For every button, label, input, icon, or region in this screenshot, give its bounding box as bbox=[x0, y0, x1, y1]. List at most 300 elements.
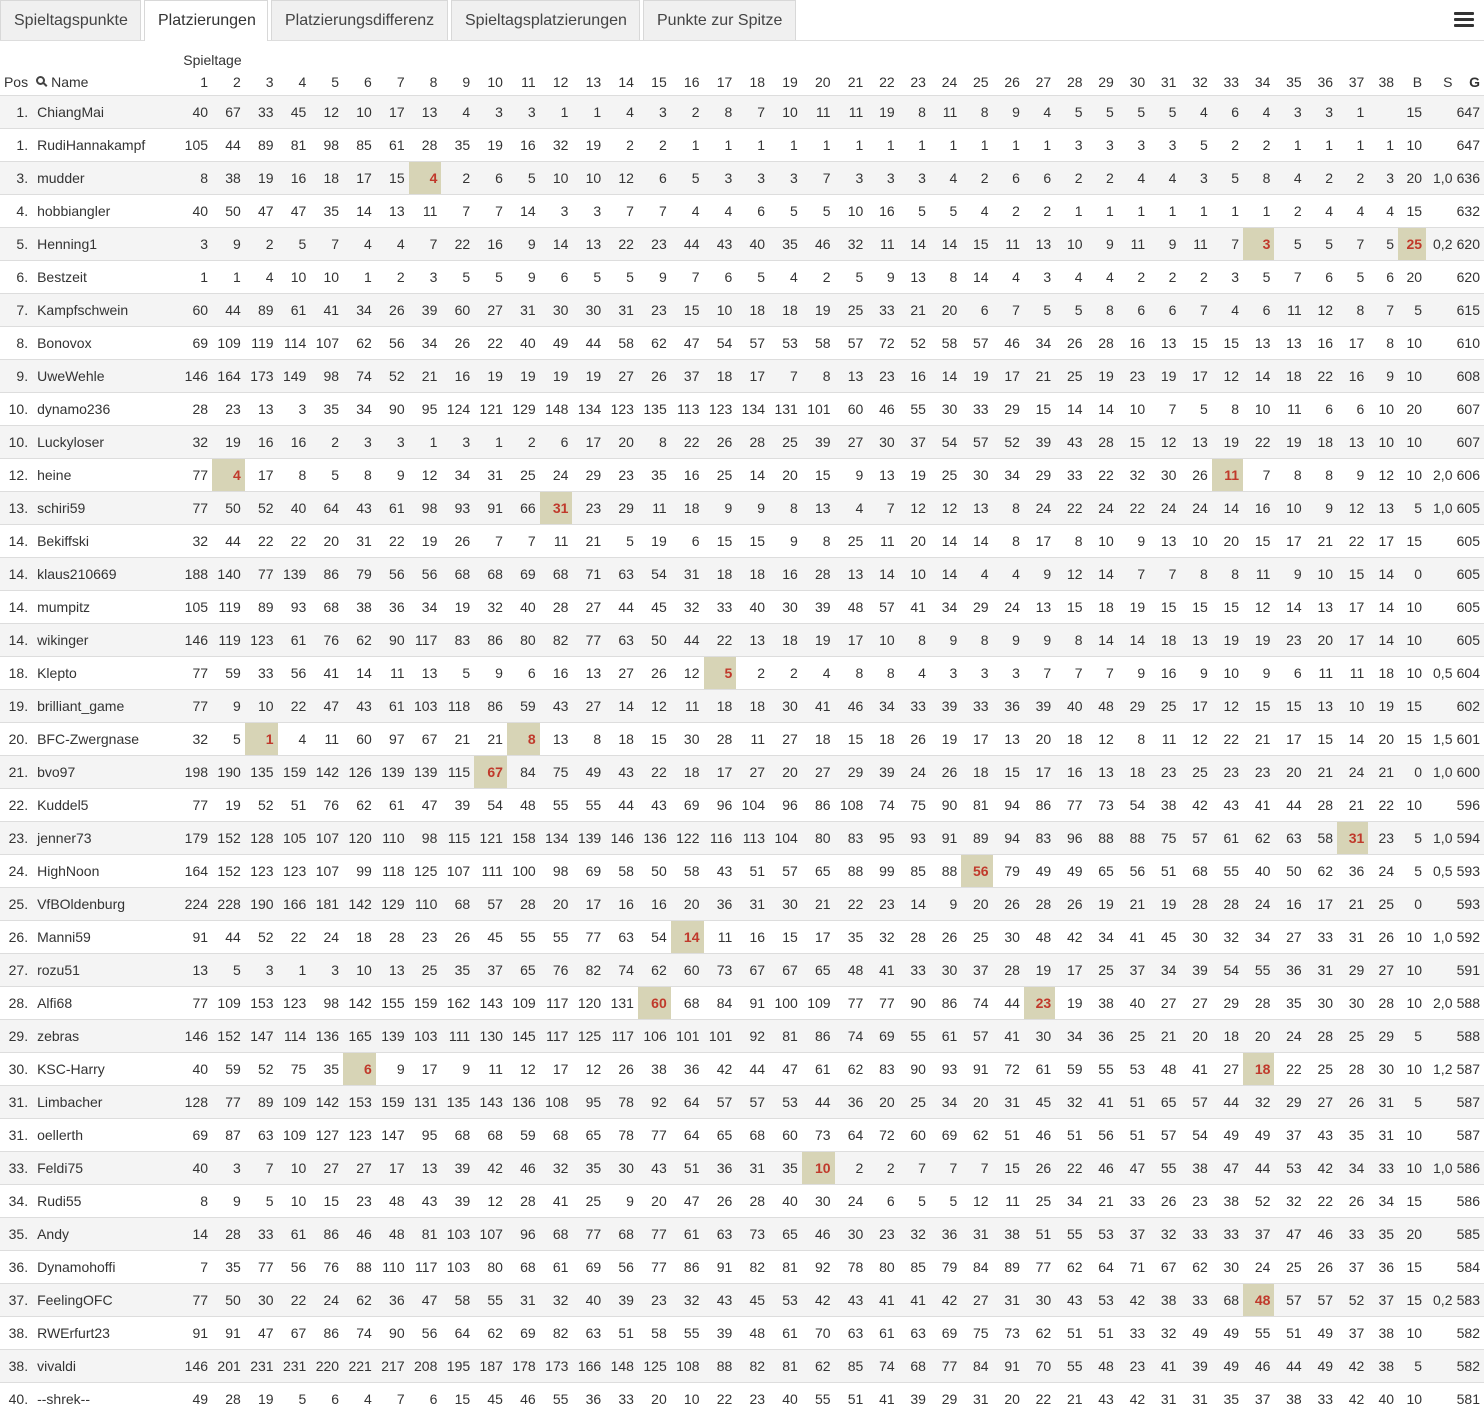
day-rank-cell: 5 bbox=[736, 261, 769, 294]
day-rank-cell: 20 bbox=[867, 1086, 898, 1119]
day-header[interactable]: 25 bbox=[973, 73, 989, 90]
day-rank-cell: 65 bbox=[802, 855, 835, 888]
day-rank-cell: 67 bbox=[1149, 1251, 1180, 1284]
day-rank-cell: 84 bbox=[961, 1350, 992, 1383]
day-rank-cell: 5 bbox=[704, 657, 737, 690]
day-rank-cell: 11 bbox=[802, 96, 835, 129]
day-rank-cell: 9 bbox=[736, 492, 769, 525]
table-row[interactable] bbox=[0, 525, 1484, 558]
day-rank-cell: 56 bbox=[1087, 1119, 1118, 1152]
table-row[interactable] bbox=[0, 228, 1484, 261]
day-header[interactable]: 10 bbox=[487, 73, 503, 90]
day-rank-cell: 40 bbox=[1368, 1383, 1398, 1416]
day-header[interactable]: 21 bbox=[847, 73, 864, 90]
day-rank-cell: 8 bbox=[993, 492, 1024, 525]
day-rank-cell: 18 bbox=[961, 756, 992, 789]
day-rank-cell: 220 bbox=[310, 1350, 343, 1383]
day-rank-cell: 9 bbox=[1024, 558, 1055, 591]
day-rank-cell: 5 bbox=[1180, 129, 1211, 162]
day-rank-cell: 159 bbox=[409, 987, 442, 1020]
day-rank-cell: 13 bbox=[1306, 690, 1337, 723]
day-rank-cell: 77 bbox=[179, 459, 212, 492]
day-rank-cell: 77 bbox=[638, 1251, 671, 1284]
day-rank-cell: 14 bbox=[605, 690, 638, 723]
day-rank-cell: 22 bbox=[1055, 492, 1086, 525]
day-header[interactable]: 28 bbox=[1066, 73, 1083, 90]
b-header[interactable]: B bbox=[1412, 73, 1423, 90]
day-header[interactable]: 23 bbox=[910, 73, 926, 90]
table-row[interactable] bbox=[0, 1086, 1484, 1119]
tab-spieltagspunkte[interactable]: Spieltagspunkte bbox=[0, 0, 141, 40]
day-rank-cell: 80 bbox=[507, 624, 540, 657]
day-rank-cell: 41 bbox=[1243, 789, 1274, 822]
table-row[interactable] bbox=[0, 888, 1484, 921]
tab-platzierungsdifferenz[interactable]: Platzierungsdifferenz bbox=[271, 0, 448, 40]
table-row[interactable] bbox=[0, 954, 1484, 987]
day-rank-cell: 8 bbox=[704, 96, 737, 129]
table-row[interactable] bbox=[0, 129, 1484, 162]
day-rank-cell: 36 bbox=[1274, 954, 1305, 987]
day-rank-cell: 39 bbox=[802, 591, 835, 624]
g-header[interactable]: G bbox=[1469, 73, 1480, 90]
day-rank-cell: 9 bbox=[704, 492, 737, 525]
day-rank-cell: 65 bbox=[1087, 855, 1118, 888]
day-rank-cell: 13 bbox=[1087, 756, 1118, 789]
day-rank-cell: 20 bbox=[638, 1185, 671, 1218]
day-rank-cell: 34 bbox=[930, 591, 961, 624]
day-rank-cell: 1 bbox=[1212, 195, 1243, 228]
table-row[interactable] bbox=[0, 1185, 1484, 1218]
day-rank-cell: 52 bbox=[245, 789, 278, 822]
tab-punkte-zur-spitze[interactable]: Punkte zur Spitze bbox=[643, 0, 796, 40]
day-rank-cell: 38 bbox=[1180, 1152, 1211, 1185]
table-row[interactable] bbox=[0, 1383, 1484, 1416]
day-rank-cell: 10 bbox=[867, 624, 898, 657]
day-rank-cell: 27 bbox=[835, 426, 868, 459]
day-rank-cell: 16 bbox=[507, 129, 540, 162]
day-rank-cell: 4 bbox=[212, 459, 245, 492]
day-rank-cell: 4 bbox=[1368, 195, 1398, 228]
day-rank-cell: 58 bbox=[638, 1317, 671, 1350]
day-rank-cell: 46 bbox=[867, 393, 898, 426]
day-rank-cell: 28 bbox=[1306, 789, 1337, 822]
day-rank-cell: 22 bbox=[1306, 1185, 1337, 1218]
table-row[interactable] bbox=[0, 1218, 1484, 1251]
pos-header[interactable]: Pos bbox=[3, 73, 29, 90]
day-rank-cell: 5 bbox=[802, 195, 835, 228]
table-row[interactable] bbox=[0, 294, 1484, 327]
day-rank-cell: 23 bbox=[1212, 756, 1243, 789]
day-rank-cell: 68 bbox=[540, 558, 573, 591]
day-header[interactable]: 13 bbox=[585, 73, 602, 90]
table-row[interactable] bbox=[0, 96, 1484, 129]
day-rank-cell: 30 bbox=[993, 921, 1024, 954]
day-rank-cell: 83 bbox=[835, 822, 868, 855]
table-row[interactable] bbox=[0, 162, 1484, 195]
day-rank-cell: 11 bbox=[540, 525, 573, 558]
s-cell: 1,0 bbox=[1426, 492, 1456, 525]
day-rank-cell: 63 bbox=[572, 1317, 605, 1350]
s-cell bbox=[1426, 129, 1456, 162]
day-header[interactable]: 1 bbox=[200, 73, 209, 90]
day-header[interactable]: 8 bbox=[429, 73, 438, 90]
day-rank-cell: 41 bbox=[540, 1185, 573, 1218]
day-rank-cell: 46 bbox=[343, 1218, 376, 1251]
s-cell bbox=[1426, 624, 1456, 657]
day-rank-cell: 77 bbox=[179, 987, 212, 1020]
day-rank-cell: 74 bbox=[961, 987, 992, 1020]
table-row[interactable] bbox=[0, 1053, 1484, 1086]
table-row[interactable] bbox=[0, 921, 1484, 954]
s-cell bbox=[1426, 1020, 1456, 1053]
day-rank-cell: 19 bbox=[540, 360, 573, 393]
day-rank-cell: 22 bbox=[1306, 360, 1337, 393]
day-rank-cell: 72 bbox=[867, 327, 898, 360]
day-rank-cell: 2 bbox=[605, 129, 638, 162]
table-row[interactable] bbox=[0, 1020, 1484, 1053]
day-rank-cell: 43 bbox=[343, 690, 376, 723]
day-rank-cell: 18 bbox=[704, 690, 737, 723]
day-rank-cell: 107 bbox=[310, 855, 343, 888]
table-row[interactable] bbox=[0, 360, 1484, 393]
s-header[interactable]: S bbox=[1443, 73, 1453, 90]
day-rank-cell: 77 bbox=[930, 1350, 961, 1383]
day-rank-cell: 14 bbox=[1368, 591, 1398, 624]
player-name: wikinger bbox=[32, 624, 179, 657]
day-rank-cell: 32 bbox=[1243, 1086, 1274, 1119]
day-header[interactable]: 11 bbox=[521, 73, 536, 90]
day-rank-cell: 46 bbox=[1243, 1350, 1274, 1383]
day-rank-cell: 18 bbox=[736, 294, 769, 327]
day-header[interactable]: 16 bbox=[683, 73, 700, 90]
day-rank-cell: 10 bbox=[1306, 558, 1337, 591]
table-row[interactable] bbox=[0, 690, 1484, 723]
table-row[interactable] bbox=[0, 558, 1484, 591]
total-cell: 587 bbox=[1456, 1119, 1484, 1152]
day-rank-cell: 39 bbox=[409, 294, 442, 327]
s-cell bbox=[1426, 1317, 1456, 1350]
table-row[interactable] bbox=[0, 459, 1484, 492]
day-rank-cell: 31 bbox=[343, 525, 376, 558]
day-rank-cell: 3 bbox=[899, 162, 930, 195]
day-rank-cell: 125 bbox=[638, 1350, 671, 1383]
day-rank-cell: 5 bbox=[1024, 294, 1055, 327]
day-rank-cell: 19 bbox=[1212, 426, 1243, 459]
day-rank-cell: 5 bbox=[1087, 96, 1118, 129]
day-rank-cell: 17 bbox=[409, 1053, 442, 1086]
table-row[interactable] bbox=[0, 723, 1484, 756]
total-cell: 586 bbox=[1456, 1185, 1484, 1218]
day-rank-cell: 19 bbox=[441, 591, 474, 624]
day-header[interactable]: 4 bbox=[298, 73, 307, 90]
day-rank-cell: 85 bbox=[899, 1251, 930, 1284]
day-rank-cell: 9 bbox=[441, 1053, 474, 1086]
day-rank-cell: 83 bbox=[441, 624, 474, 657]
day-rank-cell: 18 bbox=[671, 492, 704, 525]
table-row[interactable] bbox=[0, 1350, 1484, 1383]
day-rank-cell: 44 bbox=[1212, 1086, 1243, 1119]
table-row[interactable] bbox=[0, 987, 1484, 1020]
table-row[interactable] bbox=[0, 855, 1484, 888]
day-rank-cell: 46 bbox=[835, 690, 868, 723]
day-header[interactable]: 6 bbox=[364, 73, 372, 90]
day-rank-cell: 17 bbox=[1274, 525, 1305, 558]
day-rank-cell: 11 bbox=[310, 723, 343, 756]
day-rank-cell: 36 bbox=[930, 1218, 961, 1251]
day-rank-cell: 5 bbox=[441, 261, 474, 294]
day-rank-cell: 39 bbox=[704, 1317, 737, 1350]
day-rank-cell: 19 bbox=[1149, 888, 1180, 921]
tab-platzierungen[interactable]: Platzierungen bbox=[144, 0, 268, 41]
day-rank-cell: 3 bbox=[310, 954, 343, 987]
player-name: Andy bbox=[32, 1218, 179, 1251]
day-rank-cell: 22 bbox=[474, 327, 507, 360]
day-rank-cell: 26 bbox=[1149, 1185, 1180, 1218]
day-rank-cell: 8 bbox=[835, 657, 868, 690]
day-rank-cell: 31 bbox=[1149, 1383, 1180, 1416]
day-rank-cell: 63 bbox=[605, 558, 638, 591]
day-rank-cell: 9 bbox=[376, 459, 409, 492]
day-header[interactable]: 31 bbox=[1160, 73, 1177, 90]
day-rank-cell: 24 bbox=[1087, 492, 1118, 525]
day-rank-cell: 35 bbox=[1274, 987, 1305, 1020]
day-rank-cell: 25 bbox=[1368, 888, 1398, 921]
day-header[interactable]: 15 bbox=[651, 73, 667, 90]
day-rank-cell: 22 bbox=[1212, 723, 1243, 756]
day-rank-cell: 98 bbox=[409, 492, 442, 525]
day-rank-cell: 2 bbox=[802, 261, 835, 294]
search-icon[interactable] bbox=[36, 76, 45, 85]
day-rank-cell: 30 bbox=[1212, 1251, 1243, 1284]
day-rank-cell: 29 bbox=[1024, 459, 1055, 492]
day-rank-cell: 39 bbox=[441, 789, 474, 822]
day-rank-cell: 9 bbox=[1274, 558, 1305, 591]
bonus-cell: 20 bbox=[1398, 393, 1426, 426]
name-header[interactable]: Name bbox=[32, 68, 179, 96]
day-rank-cell: 39 bbox=[441, 1152, 474, 1185]
day-rank-cell: 89 bbox=[245, 294, 278, 327]
day-header[interactable]: 12 bbox=[552, 73, 569, 90]
day-rank-cell: 7 bbox=[1024, 657, 1055, 690]
day-header[interactable]: 19 bbox=[782, 73, 798, 90]
bonus-cell: 25 bbox=[1398, 228, 1426, 261]
day-rank-cell: 16 bbox=[769, 558, 802, 591]
day-rank-cell: 11 bbox=[376, 657, 409, 690]
day-rank-cell: 56 bbox=[961, 855, 992, 888]
s-cell bbox=[1426, 294, 1456, 327]
day-rank-cell: 14 bbox=[179, 1218, 212, 1251]
table-row[interactable] bbox=[0, 195, 1484, 228]
table-row[interactable] bbox=[0, 492, 1484, 525]
day-rank-cell: 41 bbox=[867, 1284, 898, 1317]
day-rank-cell: 73 bbox=[1087, 789, 1118, 822]
day-rank-cell: 32 bbox=[1149, 1218, 1180, 1251]
s-cell bbox=[1426, 1350, 1456, 1383]
day-rank-cell: 36 bbox=[704, 888, 737, 921]
table-row[interactable] bbox=[0, 756, 1484, 789]
day-rank-cell: 47 bbox=[1118, 1152, 1149, 1185]
day-rank-cell: 79 bbox=[930, 1251, 961, 1284]
day-header[interactable]: 29 bbox=[1098, 73, 1114, 90]
total-cell: 594 bbox=[1456, 822, 1484, 855]
day-rank-cell: 16 bbox=[540, 657, 573, 690]
day-rank-cell: 26 bbox=[993, 888, 1024, 921]
tab-spieltagsplatzierungen[interactable]: Spieltagsplatzierungen bbox=[451, 0, 640, 40]
day-rank-cell: 67 bbox=[278, 1317, 311, 1350]
day-rank-cell: 6 bbox=[507, 657, 540, 690]
day-header[interactable]: 9 bbox=[462, 73, 471, 90]
day-rank-cell: 17 bbox=[1368, 525, 1398, 558]
position-cell: 10. bbox=[0, 393, 32, 426]
day-header[interactable]: 22 bbox=[879, 73, 895, 90]
table-row[interactable] bbox=[0, 327, 1484, 360]
day-header[interactable]: 32 bbox=[1192, 73, 1208, 90]
bonus-cell: 5 bbox=[1398, 1020, 1426, 1053]
table-row[interactable] bbox=[0, 393, 1484, 426]
day-rank-cell: 19 bbox=[802, 624, 835, 657]
day-header[interactable]: 2 bbox=[232, 73, 241, 90]
day-rank-cell: 24 bbox=[1180, 492, 1211, 525]
day-rank-cell: 16 bbox=[638, 888, 671, 921]
day-header[interactable]: 36 bbox=[1317, 73, 1334, 90]
table-row[interactable] bbox=[0, 624, 1484, 657]
day-rank-cell: 1 bbox=[930, 129, 961, 162]
day-rank-cell: 145 bbox=[507, 1020, 540, 1053]
day-header[interactable]: 3 bbox=[265, 73, 274, 90]
day-rank-cell: 125 bbox=[572, 1020, 605, 1053]
day-rank-cell: 228 bbox=[212, 888, 245, 921]
day-rank-cell: 38 bbox=[343, 591, 376, 624]
total-cell: 587 bbox=[1456, 1086, 1484, 1119]
day-rank-cell: 37 bbox=[899, 426, 930, 459]
day-rank-cell: 54 bbox=[638, 921, 671, 954]
day-header[interactable]: 17 bbox=[716, 73, 733, 90]
total-cell: 593 bbox=[1456, 888, 1484, 921]
table-row[interactable] bbox=[0, 1152, 1484, 1185]
day-header[interactable]: 37 bbox=[1348, 73, 1365, 90]
day-rank-cell: 153 bbox=[245, 987, 278, 1020]
day-rank-cell: 108 bbox=[540, 1086, 573, 1119]
day-header[interactable]: 18 bbox=[749, 73, 766, 90]
day-rank-cell: 1 bbox=[1243, 195, 1274, 228]
day-rank-cell: 139 bbox=[278, 558, 311, 591]
day-rank-cell: 13 bbox=[1149, 327, 1180, 360]
day-rank-cell: 69 bbox=[507, 1317, 540, 1350]
day-rank-cell: 28 bbox=[179, 393, 212, 426]
day-rank-cell: 16 bbox=[1149, 657, 1180, 690]
day-rank-cell: 42 bbox=[1055, 921, 1086, 954]
day-rank-cell: 159 bbox=[278, 756, 311, 789]
day-rank-cell: 59 bbox=[507, 1119, 540, 1152]
day-rank-cell: 38 bbox=[993, 1218, 1024, 1251]
day-header[interactable]: 20 bbox=[814, 73, 831, 90]
table-row[interactable] bbox=[0, 1119, 1484, 1152]
day-rank-cell: 4 bbox=[1243, 96, 1274, 129]
day-rank-cell: 27 bbox=[572, 591, 605, 624]
day-rank-cell: 21 bbox=[1243, 723, 1274, 756]
day-header[interactable]: 7 bbox=[396, 73, 405, 90]
day-header[interactable]: 33 bbox=[1223, 73, 1240, 90]
player-name: UweWehle bbox=[32, 360, 179, 393]
day-rank-cell: 57 bbox=[961, 426, 992, 459]
day-rank-cell: 9 bbox=[212, 228, 245, 261]
day-rank-cell: 14 bbox=[343, 657, 376, 690]
table-row[interactable] bbox=[0, 789, 1484, 822]
day-rank-cell: 5 bbox=[1149, 96, 1180, 129]
table-row[interactable] bbox=[0, 426, 1484, 459]
day-header[interactable]: 35 bbox=[1286, 73, 1302, 90]
day-rank-cell: 25 bbox=[835, 294, 868, 327]
position-cell: 29. bbox=[0, 1020, 32, 1053]
table-row[interactable] bbox=[0, 822, 1484, 855]
day-rank-cell: 48 bbox=[1024, 921, 1055, 954]
day-rank-cell: 122 bbox=[671, 822, 704, 855]
hamburger-menu-icon[interactable] bbox=[1454, 10, 1474, 30]
day-rank-cell: 34 bbox=[1149, 954, 1180, 987]
day-rank-cell: 45 bbox=[278, 96, 311, 129]
player-name: BFC-Zwergnase bbox=[32, 723, 179, 756]
player-name: KSC-Harry bbox=[32, 1053, 179, 1086]
day-rank-cell: 86 bbox=[930, 987, 961, 1020]
day-rank-cell: 8 bbox=[802, 360, 835, 393]
day-header[interactable]: 26 bbox=[1004, 73, 1020, 90]
bonus-cell: 10 bbox=[1398, 921, 1426, 954]
day-rank-cell: 38 bbox=[212, 162, 245, 195]
table-row[interactable] bbox=[0, 261, 1484, 294]
day-header[interactable]: 5 bbox=[331, 73, 340, 90]
day-rank-cell: 58 bbox=[1306, 822, 1337, 855]
day-header[interactable]: 14 bbox=[618, 73, 634, 90]
day-rank-cell: 10 bbox=[572, 162, 605, 195]
day-header[interactable]: 34 bbox=[1254, 73, 1271, 90]
day-rank-cell: 1 bbox=[1055, 195, 1086, 228]
day-rank-cell: 98 bbox=[310, 360, 343, 393]
day-rank-cell: 142 bbox=[343, 888, 376, 921]
day-rank-cell: 2 bbox=[867, 1152, 898, 1185]
day-rank-cell: 2 bbox=[1306, 162, 1337, 195]
table-row[interactable] bbox=[0, 1284, 1484, 1317]
day-rank-cell: 4 bbox=[835, 492, 868, 525]
day-rank-cell: 30 bbox=[930, 954, 961, 987]
day-rank-cell: 50 bbox=[638, 855, 671, 888]
day-rank-cell: 13 bbox=[409, 657, 442, 690]
day-rank-cell: 50 bbox=[212, 492, 245, 525]
day-rank-cell: 36 bbox=[1368, 1251, 1398, 1284]
day-header[interactable]: 30 bbox=[1129, 73, 1146, 90]
day-rank-cell: 47 bbox=[310, 690, 343, 723]
table-row[interactable] bbox=[0, 1317, 1484, 1350]
day-rank-cell: 32 bbox=[179, 525, 212, 558]
day-rank-cell: 9 bbox=[993, 96, 1024, 129]
day-rank-cell: 35 bbox=[212, 1251, 245, 1284]
day-rank-cell: 12 bbox=[1149, 426, 1180, 459]
table-row[interactable] bbox=[0, 1251, 1484, 1284]
day-rank-cell: 48 bbox=[835, 954, 868, 987]
day-rank-cell: 4 bbox=[1118, 162, 1149, 195]
day-rank-cell: 15 bbox=[1149, 591, 1180, 624]
day-rank-cell: 6 bbox=[1243, 294, 1274, 327]
table-row[interactable] bbox=[0, 657, 1484, 690]
table-row[interactable] bbox=[0, 591, 1484, 624]
day-header[interactable]: 24 bbox=[941, 73, 958, 90]
player-name: VfBOldenburg bbox=[32, 888, 179, 921]
day-header[interactable]: 27 bbox=[1035, 73, 1052, 90]
day-rank-cell: 7 bbox=[638, 195, 671, 228]
day-rank-cell: 69 bbox=[179, 327, 212, 360]
total-cell: 620 bbox=[1456, 228, 1484, 261]
day-rank-cell: 10 bbox=[1274, 492, 1305, 525]
day-header[interactable]: 38 bbox=[1378, 73, 1395, 90]
